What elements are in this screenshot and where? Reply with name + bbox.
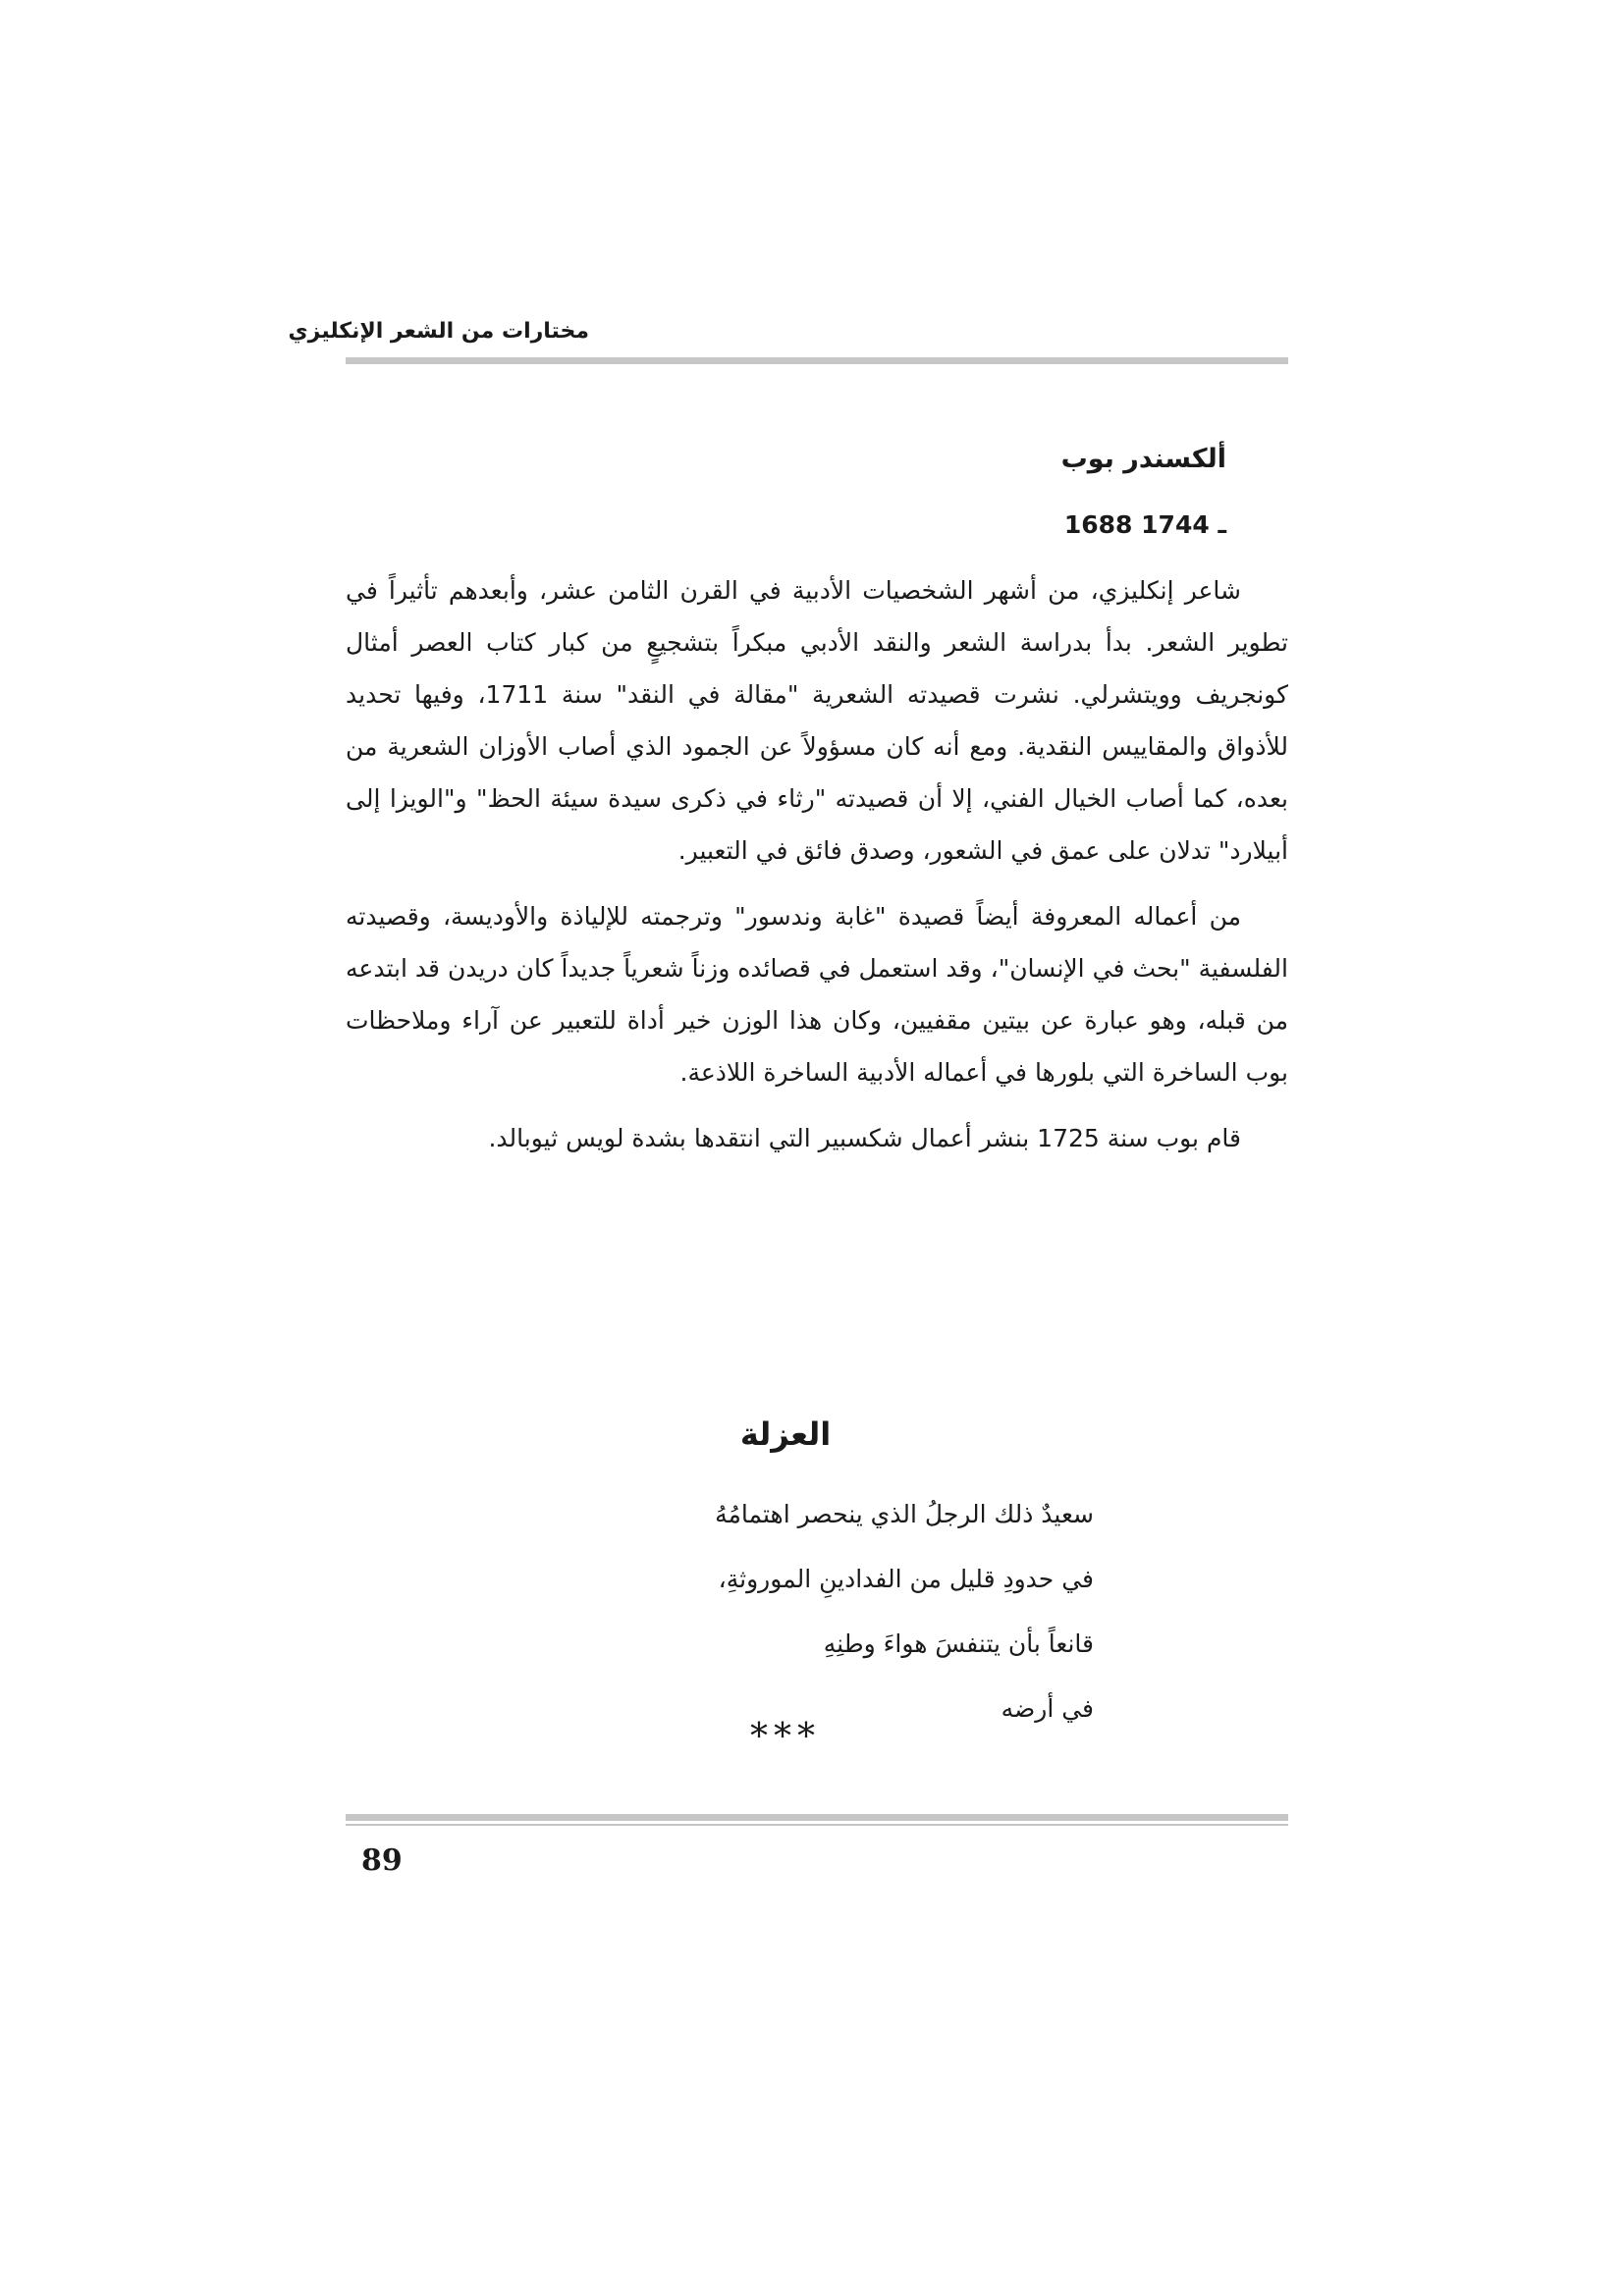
footer-rule xyxy=(346,1814,1288,1821)
bio-paragraph: من أعماله المعروفة أيضاً قصيدة "غابة وندسور" وترجمته للإلياذة والأوديسة، وقصيدته الفلسفية "بحث في الإنسان"، وقد استعمل في قصائده وزناً شعرياً جديداً كان دريدن قد ابتدعه من قبله، وهو عبارة عن بيتين مقفيين، وكان هذا الوزن خير أداة للتعبير عن آراء وملاحظات بوب الساخرة التي بلورها في أعماله الأدبية الساخرة اللاذعة. xyxy=(346,902,1288,1087)
poem-line: في أرضه xyxy=(1001,1694,1094,1723)
page-number: 89 xyxy=(361,1843,403,1878)
author-years: 1688 ـ 1744 xyxy=(1063,510,1226,539)
poem-stanza xyxy=(485,1482,1094,1741)
section-separator: *** xyxy=(750,1717,821,1757)
running-header-title: مختارات من الشعر الإنكليزي xyxy=(288,319,589,344)
author-name: ألكسندر بوب xyxy=(1060,444,1226,474)
footer-rule-thin xyxy=(346,1824,1288,1826)
poem-line: قانعاً بأن يتنفسَ هواءَ وطنِهِ xyxy=(823,1629,1094,1658)
poem-line: في حدودِ قليل من الفدادينِ الموروثةِ، xyxy=(718,1565,1094,1593)
poem-title: العزلة xyxy=(739,1415,832,1453)
bio-paragraph: شاعر إنكليزي، من أشهر الشخصيات الأدبية في القرن الثامن عشر، وأبعدهم تأثيراً في تطوير الشعر. بدأ بدراسة الشعر والنقد الأدبي مبكراً بتشجيعٍ من كبار كتاب العصر أمثال كونجريف وويتشرلي. نشرت قصيدته الشعرية "مقالة في النقد" سنة 1711، وفيها تحديد للأذواق والمقاييس النقدية. ومع أنه كان مسؤولاً عن الجمود الذي أصاب الأوزان الشعرية من بعده، كما أصاب الخيال الفني، إلا أن قصيدته "رثاء في ذكرى سيدة سيئة الحظ" و"الويزا إلى أبيلارد" تدلان على عمق في الشعور، وصدق فائق في التعبير. xyxy=(346,576,1288,865)
author-biography xyxy=(346,564,1288,1178)
poem-line: سعيدٌ ذلك الرجلُ الذي ينحصر اهتمامُهُ xyxy=(715,1500,1094,1528)
header-rule xyxy=(346,357,1288,364)
bio-paragraph: قام بوب سنة 1725 بنشر أعمال شكسبير التي انتقدها بشدة لويس ثيوبالد. xyxy=(488,1124,1241,1152)
